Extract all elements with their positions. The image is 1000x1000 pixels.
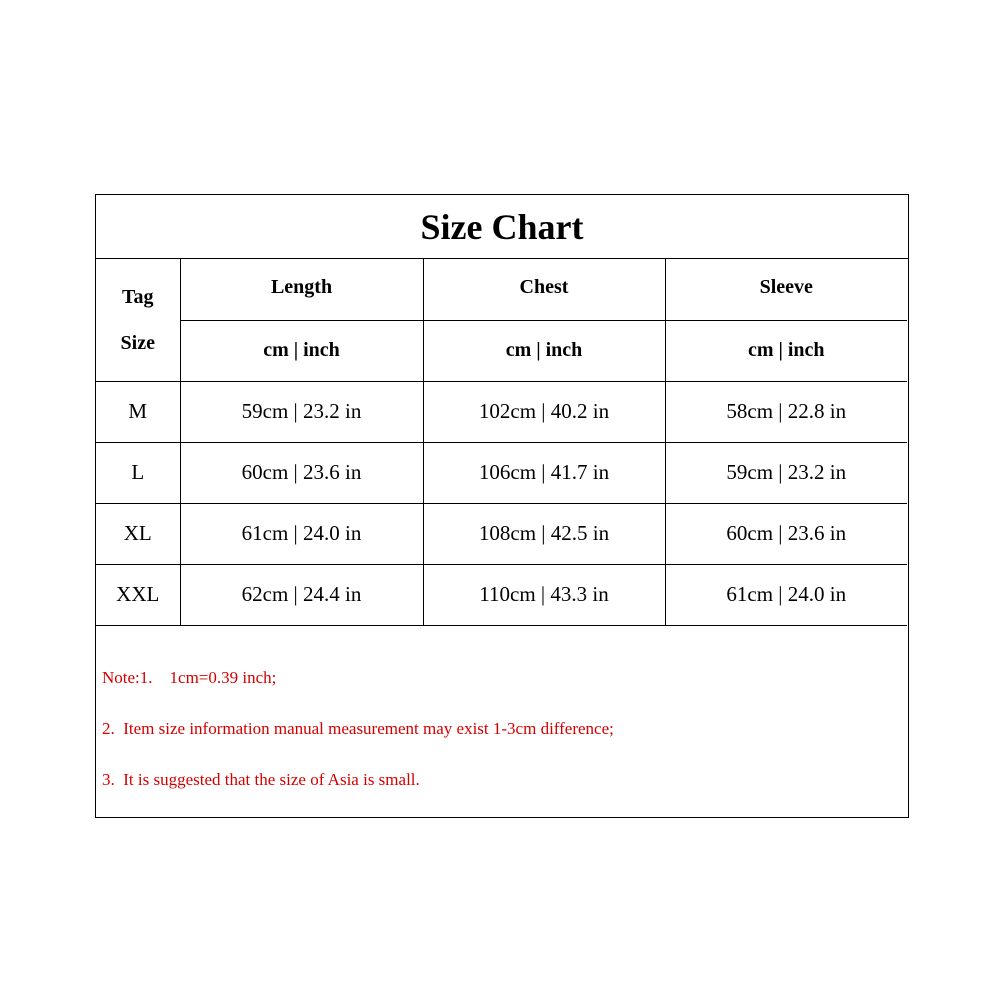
sleeve-units: cm | inch xyxy=(665,320,907,381)
table-row xyxy=(96,381,907,442)
size-label: Size xyxy=(120,331,155,354)
sleeve-header: Sleeve xyxy=(665,259,907,320)
tag-label: Tag xyxy=(121,285,154,308)
sleeve-cell: 61cm | 24.0 in xyxy=(665,564,907,625)
table-row xyxy=(96,564,907,625)
size-table xyxy=(96,259,907,626)
size-chart xyxy=(95,194,909,818)
length-cell: 62cm | 24.4 in xyxy=(180,564,423,625)
length-cell: 61cm | 24.0 in xyxy=(180,503,423,564)
sleeve-cell: 59cm | 23.2 in xyxy=(665,442,907,503)
size-cell: XL xyxy=(96,503,180,564)
length-header: Length xyxy=(180,259,423,320)
length-cell: 59cm | 23.2 in xyxy=(180,381,423,442)
size-cell: XXL xyxy=(96,564,180,625)
chest-header: Chest xyxy=(423,259,665,320)
chest-cell: 108cm | 42.5 in xyxy=(423,503,665,564)
table-row xyxy=(96,503,907,564)
chest-cell: 102cm | 40.2 in xyxy=(423,381,665,442)
tag-size-header xyxy=(96,259,180,381)
units-row xyxy=(96,320,907,381)
length-cell: 60cm | 23.6 in xyxy=(180,442,423,503)
chest-cell: 110cm | 43.3 in xyxy=(423,564,665,625)
chart-title: Size Chart xyxy=(96,195,908,259)
sleeve-cell: 60cm | 23.6 in xyxy=(665,503,907,564)
length-units: cm | inch xyxy=(180,320,423,381)
note-2: 2. Item size information manual measurement may exist 1-3cm difference; xyxy=(102,719,614,738)
header-row xyxy=(96,259,907,320)
note-1: Note:1. 1cm=0.39 inch; xyxy=(102,668,277,687)
sleeve-cell: 58cm | 22.8 in xyxy=(665,381,907,442)
note-3: 3. It is suggested that the size of Asia is small. xyxy=(102,770,420,789)
size-cell: M xyxy=(96,381,180,442)
size-cell: L xyxy=(96,442,180,503)
chest-cell: 106cm | 41.7 in xyxy=(423,442,665,503)
table-row xyxy=(96,442,907,503)
chest-units: cm | inch xyxy=(423,320,665,381)
